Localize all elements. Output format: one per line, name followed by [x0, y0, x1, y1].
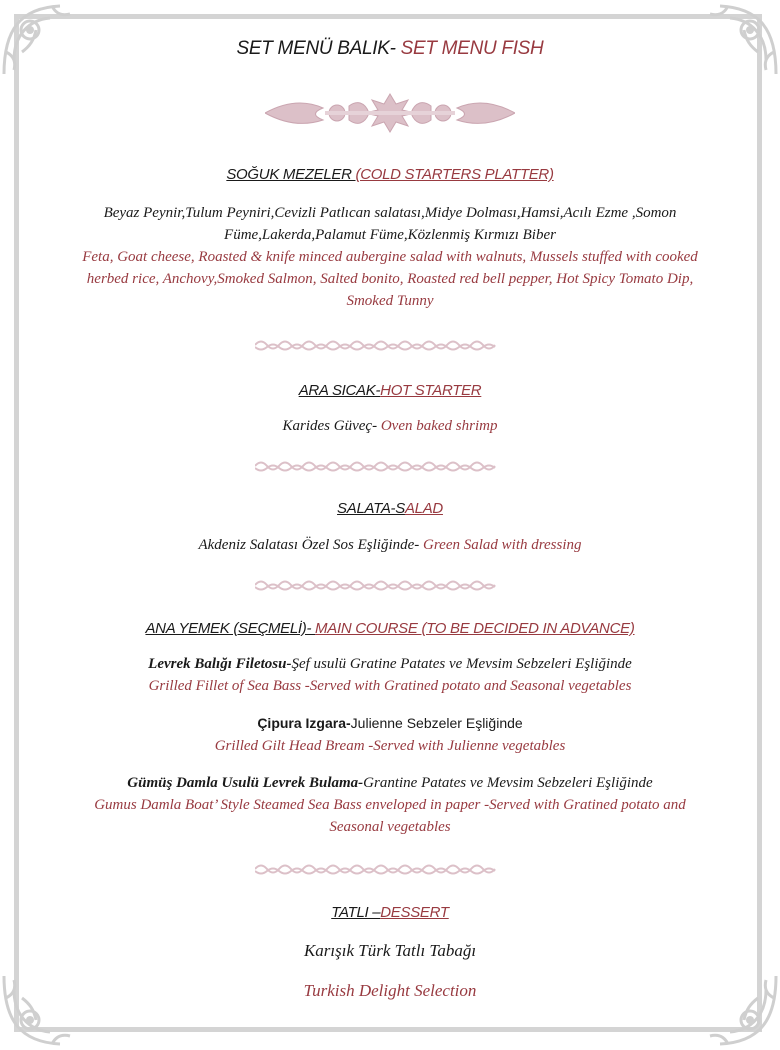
title-tr: SET MENÜ BALIK- [236, 38, 396, 59]
main-course-heading-tr: ANA YEMEK (SEÇMELİ)- [145, 620, 316, 637]
salad-item [30, 534, 750, 556]
cold-starters-en-line2: herbed rice, Anchovy,Smoked Salmon, Salted bonito, Roasted red bell pepper, Hot Spicy Tomato Dip, [86, 271, 694, 287]
main-item-3-desc-tr: Grantine Patates ve Mevsim Sebzeleri Eşliğinde [363, 775, 653, 791]
salad-heading-en: ALAD [404, 500, 443, 517]
cold-starters-en-line3: Smoked Tunny [346, 293, 434, 309]
salad-item-en: Green Salad with dressing [423, 537, 582, 553]
main-item-2-line [30, 712, 750, 734]
cold-starters-en-line1: Feta, Goat cheese, Roasted & knife minced aubergine salad with walnuts, Mussels stuffed with cooked [82, 249, 698, 265]
main-item-1-name: Levrek Balığı Filetosu- [148, 656, 292, 672]
main-item-1-desc-en: Grilled Fillet of Sea Bass -Served with Gratined potato and Seasonal vegetables [148, 678, 632, 694]
scroll-divider-icon [255, 578, 500, 592]
cold-starters-heading-en: (COLD STARTERS PLATTER) [355, 166, 554, 183]
hot-starter-item-tr: Karides Güveç- [282, 418, 381, 434]
dessert-item-en: Turkish Delight Selection [303, 981, 477, 1000]
main-item-1-desc-tr: Şef usulü Gratine Patates ve Mevsim Sebzeleri Eşliğinde [291, 656, 632, 672]
salad-item-tr: Akdeniz Salatası Özel Sos Eşliğinde- [198, 537, 424, 553]
hot-starter-item [30, 415, 750, 437]
cold-starters-heading [30, 166, 750, 183]
title-en: SET MENU FISH [395, 38, 544, 59]
cold-starters-heading-tr: SOĞUK MEZELER [226, 166, 356, 183]
main-item-3-desc-en-1: Gumus Damla Boat’ Style Steamed Sea Bass enveloped in paper -Served with Gratined potato and [94, 797, 686, 813]
scroll-divider-icon [255, 338, 500, 352]
salad-heading [30, 500, 750, 517]
main-item-2-desc-tr: Julienne Sebzeler Eşliğinde [350, 715, 523, 731]
hot-starter-item-en: Oven baked shrimp [380, 418, 498, 434]
main-item-3-name: Gümüş Damla Usulü Levrek Bulama- [127, 775, 364, 791]
dessert-heading [30, 904, 750, 921]
hot-starter-heading-en: HOT STARTER [380, 382, 482, 399]
scroll-divider-icon [255, 862, 500, 876]
main-course-heading [30, 620, 750, 637]
main-item-3-line [30, 772, 750, 794]
cold-starters-tr-line2: Füme,Lakerda,Palamut Füme,Közlenmiş Kırmızı Biber [224, 227, 556, 243]
main-item-2-desc-en: Grilled Gilt Head Bream -Served with Julienne vegetables [214, 738, 566, 754]
dessert-heading-en: DESSERT [380, 904, 449, 921]
main-item-1-line [30, 653, 750, 675]
main-course-heading-en: MAIN COURSE (TO BE DECIDED IN ADVANCE) [315, 620, 635, 637]
palmette-ornament-icon [265, 92, 515, 134]
cold-starters-tr-line1: Beyaz Peynir,Tulum Peyniri,Cevizli Patlıcan salatası,Midye Dolması,Hamsi,Acılı Ezme ,Somon [103, 205, 677, 221]
dessert-heading-tr: TATLI – [331, 904, 381, 921]
hot-starter-heading-tr: ARA SICAK- [298, 382, 381, 399]
salad-heading-tr: SALATA-S [337, 500, 405, 517]
scroll-divider-icon [255, 459, 500, 473]
dessert-item-tr: Karışık Türk Tatlı Tabağı [303, 941, 477, 960]
main-item-3-desc-en-2: Seasonal vegetables [329, 819, 451, 835]
main-item-2-name: Çipura Izgara- [257, 715, 351, 731]
hot-starter-heading [30, 382, 750, 399]
menu-title [30, 38, 750, 60]
